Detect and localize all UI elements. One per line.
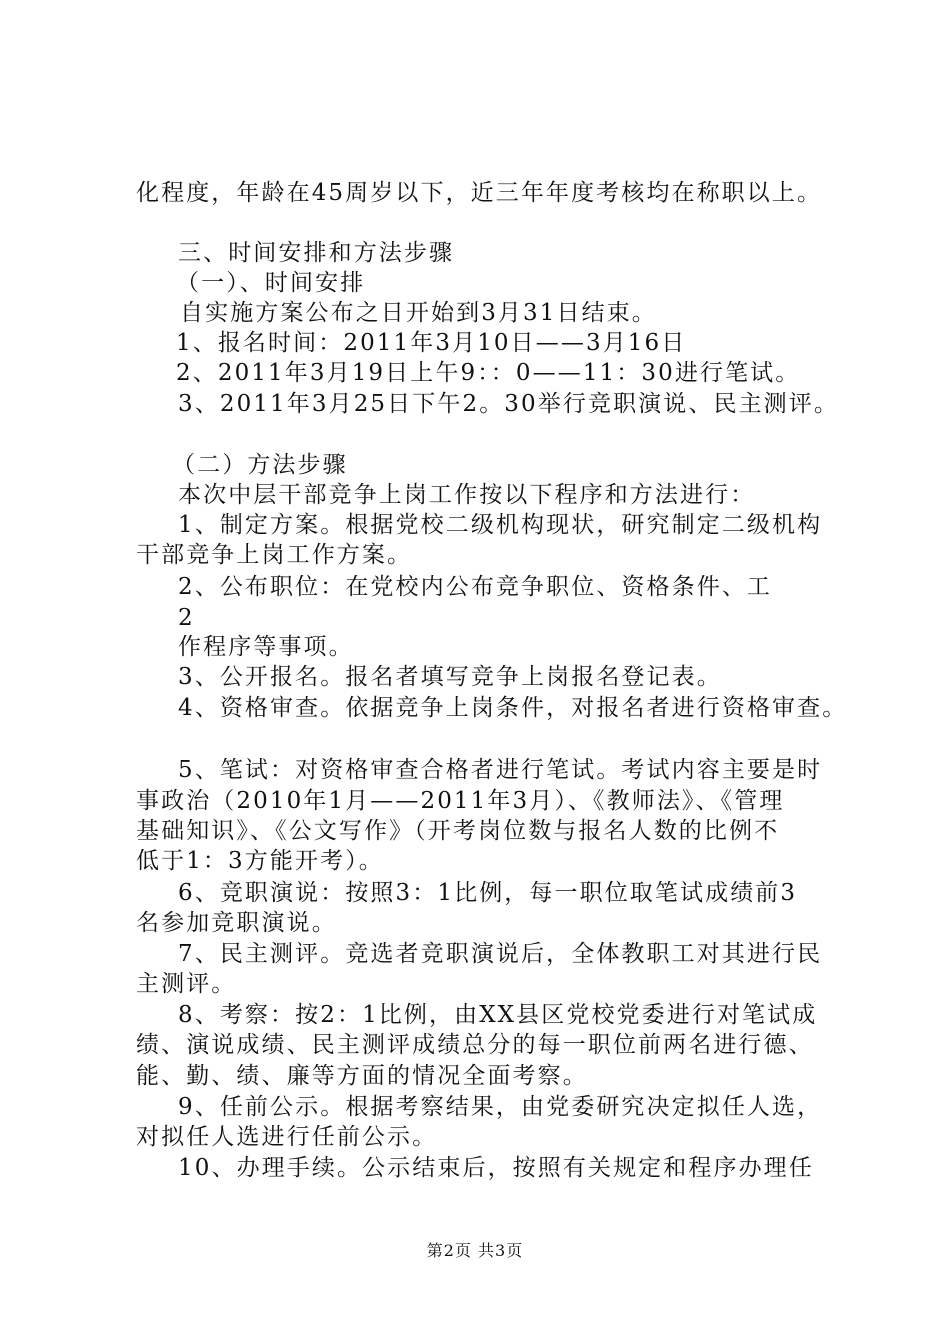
subsection-heading: （二）方法步骤 <box>172 452 348 478</box>
paragraph-line: 6、竞职演说：按照3：1比例，每一职位取笔试成绩前3 <box>178 880 798 906</box>
page-break-number: 2 <box>178 605 195 631</box>
paragraph-line: 基础知识》、《公文写作》（开考岗位数与报名人数的比例不 <box>136 818 780 844</box>
paragraph-line: 1、制定方案。根据党校二级机构现状，研究制定二级机构 <box>178 512 823 538</box>
paragraph-line: 名参加竞职演说。 <box>136 910 337 936</box>
paragraph-line: 对拟任人选进行任前公示。 <box>136 1124 438 1150</box>
paragraph-line: 8、考察：按2：1比例，由XX县区党校党委进行对笔试成 <box>178 1002 818 1028</box>
subsection-heading: （一）、时间安排 <box>176 270 366 296</box>
paragraph-line: 低于1：3方能开考）。 <box>136 848 384 874</box>
paragraph-line: 1、报名时间：2011年3月10日——3月16日 <box>176 330 687 356</box>
paragraph-line: 能、勤、绩、廉等方面的情况全面考察。 <box>136 1063 588 1089</box>
paragraph-line: 本次中层干部竞争上岗工作按以下程序和方法进行： <box>178 482 756 508</box>
paragraph-line: 4、资格审查。依据竞争上岗条件，对报名者进行资格审查。 <box>178 695 848 721</box>
paragraph-line: 3、2011年3月25日下午2。30举行竞职演说、民主测评。 <box>178 391 839 417</box>
paragraph-line: 5、笔试：对资格审查合格者进行笔试。考试内容主要是时 <box>178 757 823 783</box>
section-heading: 三、时间安排和方法步骤 <box>178 240 455 266</box>
paragraph-line: 3、公开报名。报名者填写竞争上岗报名登记表。 <box>178 664 722 690</box>
paragraph-line: 主测评。 <box>136 971 237 997</box>
paragraph-line: 作程序等事项。 <box>178 634 354 660</box>
paragraph-line: 10、办理手续。公示结束后，按照有关规定和程序办理任 <box>178 1155 814 1181</box>
paragraph-line: 干部竞争上岗工作方案。 <box>136 542 413 568</box>
paragraph-line: 自实施方案公布之日开始到3月31日结束。 <box>180 300 657 326</box>
page-footer: 第2页 共3页 <box>426 1241 524 1260</box>
paragraph-line: 9、任前公示。根据考察结果，由党委研究决定拟任人选， <box>178 1094 823 1120</box>
paragraph-line: 2、公布职位：在党校内公布竞争职位、资格条件、工 <box>178 574 773 600</box>
paragraph-line: 绩、演说成绩、民主测评成绩总分的每一职位前两名进行德、 <box>136 1032 814 1058</box>
paragraph-line: 化程度，年龄在45周岁以下，近三年年度考核均在称职以上。 <box>136 180 823 206</box>
paragraph-line: 7、民主测评。竞选者竞职演说后，全体教职工对其进行民 <box>178 941 823 967</box>
paragraph-line: 2、2011年3月19日上午9：：0——11：30进行笔试。 <box>176 360 801 386</box>
paragraph-line: 事政治（2010年1月——2011年3月）、《教师法》、《管理 <box>136 788 785 814</box>
